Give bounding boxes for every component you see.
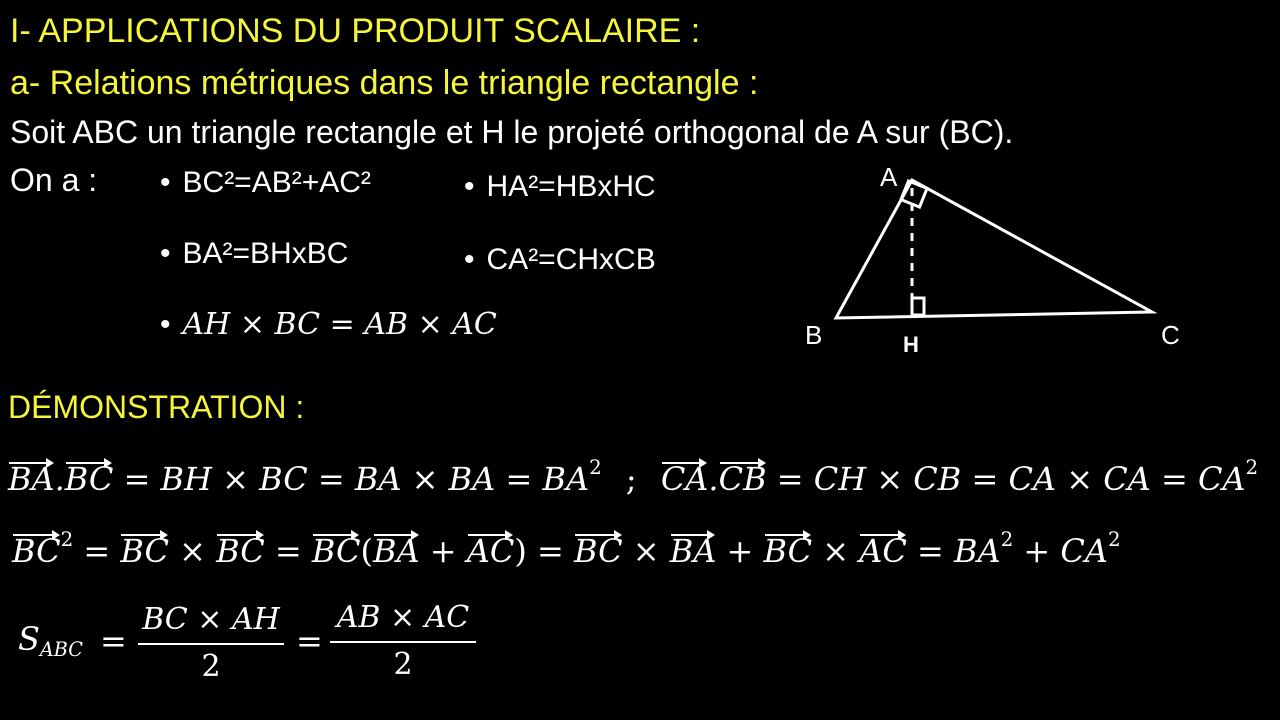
pythagore-proof-equation: $BC^2$ = BC × BC = BC(BA + AC) = BC × BA + BC × AC = $BA^2 + CA^2$ — [12, 528, 1121, 570]
vector-bc: BC — [573, 531, 623, 570]
vector-ca: CA — [660, 459, 709, 498]
right-angle-h-icon — [912, 298, 924, 315]
lesson-title: I- APPLICATIONS DU PRODUIT SCALAIRE : — [10, 12, 701, 50]
fraction-numerator: BC × AH — [138, 602, 284, 645]
bullet-icon: • — [160, 166, 171, 199]
vertex-b-label: B — [805, 320, 823, 350]
bullet-icon: • — [464, 170, 475, 203]
relation-area — [160, 307, 497, 342]
exponent: 2 — [1245, 456, 1259, 479]
triangle-figure — [780, 160, 1220, 360]
vector-bc: BC — [12, 531, 61, 570]
vector-ba: BA — [669, 531, 717, 570]
bullet-icon: • — [160, 308, 171, 341]
vector-bc: BC — [64, 459, 114, 498]
area-symbol — [18, 620, 83, 661]
relation-text: BC²=AB²+AC² — [182, 166, 371, 199]
vector-ac: AC — [466, 531, 515, 570]
vector-bc: BC — [120, 531, 169, 570]
fraction-numerator: AB × AC — [330, 600, 476, 643]
relation-ha — [464, 170, 656, 204]
vector-ac: AC — [859, 531, 907, 570]
fraction-denominator: 2 — [393, 647, 413, 682]
exponent: 2 — [589, 456, 602, 479]
vector-bc: BC — [311, 531, 361, 570]
eq2-result: = BA — [917, 531, 1001, 570]
relation-text: AH × BC = AB × AC — [182, 307, 497, 342]
relation-ba — [160, 237, 348, 271]
bullet-icon: • — [160, 237, 171, 270]
fraction-denominator: 2 — [201, 649, 221, 684]
section-subtitle: a- Relations métriques dans le triangle rectangle : — [10, 64, 759, 102]
vector-cb: CB — [718, 459, 767, 498]
area-subscript: ABC — [39, 637, 83, 661]
vector-ba: BA — [8, 459, 55, 498]
foot-h-label: H — [903, 332, 919, 357]
bullet-icon: • — [464, 243, 475, 276]
vector-bc: BC — [216, 531, 265, 570]
on-a-label: On a : — [10, 162, 98, 198]
relation-text: CA²=CHxCB — [486, 243, 656, 276]
vector-ba: BA — [372, 531, 420, 570]
exponent: 2 — [60, 528, 74, 551]
relation-text: BA²=BHxBC — [182, 237, 349, 270]
relation-ca — [464, 243, 656, 277]
vector-bc: BC — [763, 531, 813, 570]
eq1-right: = CH × CB = CA × CA = CA — [776, 459, 1246, 498]
relation-pythagore — [160, 166, 371, 200]
vertex-c-label: C — [1161, 320, 1180, 350]
area-fraction-2 — [330, 600, 476, 682]
eq2-end: + CA — [1023, 531, 1108, 570]
area-fraction-1 — [138, 602, 284, 684]
exponent: 2 — [1000, 528, 1014, 551]
area-letter: S — [18, 620, 40, 658]
equals-sign: = — [100, 622, 127, 660]
demonstration-title: DÉMONSTRATION : — [8, 389, 305, 425]
intro-sentence: Soit ABC un triangle rectangle et H le projeté orthogonal de A sur (BC). — [10, 114, 1014, 150]
separator: ; — [625, 459, 637, 498]
vertex-a-label: A — [880, 162, 898, 192]
equals-sign: = — [296, 622, 323, 660]
scalar-product-equation-1: BA.BC = BH × BC = BA × BA = $BA^2$ ; CA.CB = CH × CB = CA × CA = $CA^2$ — [8, 456, 1259, 498]
eq1-left: = BH × BC = BA × BA = BA — [123, 459, 590, 498]
exponent: 2 — [1108, 528, 1121, 551]
triangle-abc — [836, 180, 1152, 318]
relation-text: HA²=HBxHC — [486, 170, 656, 203]
